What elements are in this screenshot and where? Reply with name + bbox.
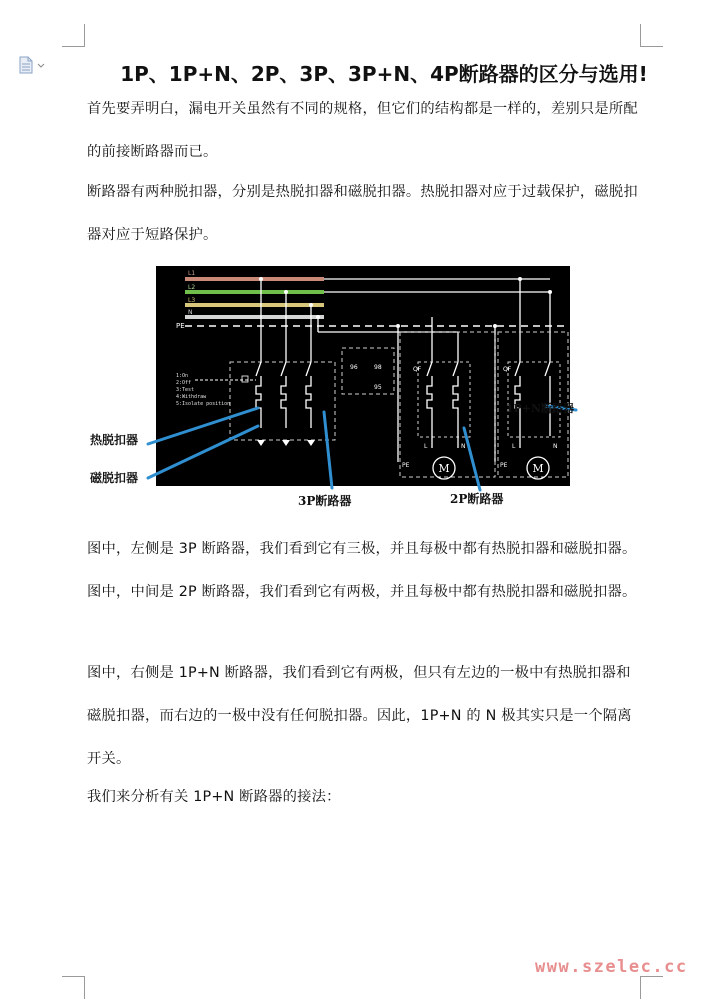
breaker-wiring-diagram [80,262,580,510]
callout-thermal: 热脱扣器 [90,433,139,447]
bus-label-n: N [188,309,193,316]
paragraph-3p-2p-explanation: 图中，左侧是 3P 断路器，我们看到它有三极，并且每极中都有热脱扣器和磁脱扣器。图中，中间是 2P 断路器，我们看到它有两极，并且每极中都有热脱扣器和磁脱扣器。 [87,541,637,600]
l-label-2p: L [424,443,428,450]
l-label-1pn: L [512,443,516,450]
aux-label-95: 95 [374,384,382,391]
paragraph-1pn-explanation: 图中，右侧是 1P+N 断路器，我们看到它有两极，但只有左边的一极中有热脱扣器和磁脱扣器，而右边的一极中没有任何脱扣器。因此，1P+N 的 N 极其实只是一个隔离开关。 [87,665,632,767]
aux-label-96: 96 [350,364,358,371]
pe-label-2p: PE [402,462,410,469]
page-corner-mark-top-right [640,24,663,47]
paragraph-intro: 首先要弄明白，漏电开关虽然有不同的规格，但它们的结构都是一样的，差别只是所配的前接断路器而已。 [87,101,638,160]
n-label-1pn: N [553,443,558,450]
document-outline-icon[interactable] [17,56,47,74]
paragraph-trip-units: 断路器有两种脱扣器，分别是热脱扣器和磁脱扣器。热脱扣器对应于过载保护，磁脱扣器对应于短路保护。 [87,184,638,243]
motor-2p-label: M [438,462,450,475]
page-corner-mark-top-left [62,24,85,47]
watermark-text: www.szelec.cc [535,957,688,977]
callout-3p: 3P断路器 [298,494,352,508]
switch-position-legend: 1:On 2:Off 3:Test 4:Withdraw 5:Isolate position [176,373,231,407]
motor-1pn-label: M [532,462,544,475]
bus-label-l1: L1 [188,270,196,277]
n-label-2p: N [461,443,466,450]
bus-label-l2: L2 [188,284,196,291]
callout-1pn: 1P+N断路器 [505,402,574,415]
callout-magnetic: 磁脱扣器 [90,471,139,485]
qf-label-2p: QF [413,366,422,373]
callout-2p: 2P断路器 [450,492,504,506]
paragraph-wiring-intro: 我们来分析有关 1P+N 断路器的接法： [87,789,341,805]
document-title: 1P、1P+N、2P、3P、3P+N、4P断路器的区分与选用! [120,62,648,86]
aux-label-98: 98 [374,364,382,371]
bus-label-l3: L3 [188,297,196,304]
bus-label-pe: PE [176,322,185,330]
qf-label-1pn: QF [503,366,512,373]
pe-label-1pn: PE [500,462,508,469]
